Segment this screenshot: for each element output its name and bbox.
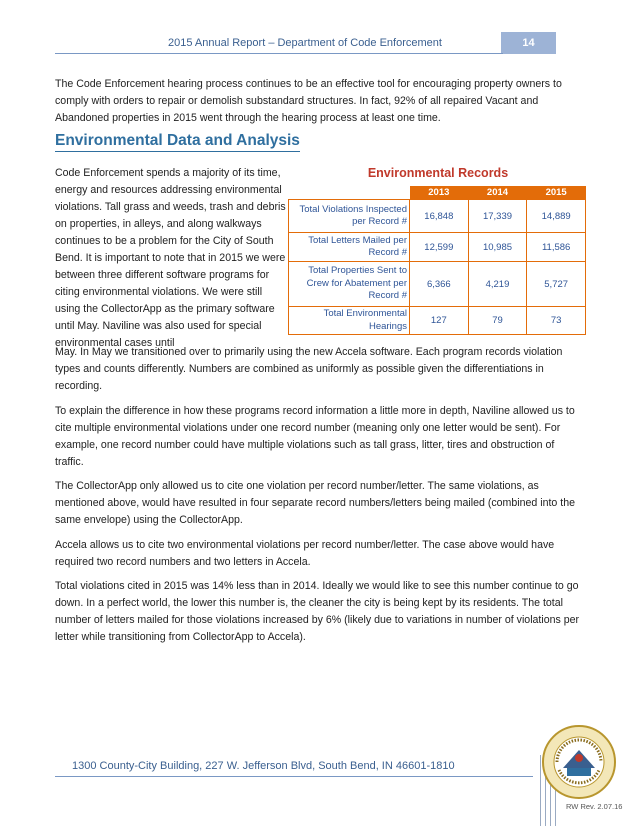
table-cell: 10,985 [468, 233, 527, 262]
row-label: Total Properties Sent to Crew for Abatement per Record # [289, 262, 410, 307]
table-row [289, 262, 586, 307]
table-cell: 79 [468, 307, 527, 335]
table-cell: 4,219 [468, 262, 527, 307]
row-label: Total Environmental Hearings [289, 307, 410, 335]
page-number-badge: 14 [501, 32, 556, 54]
table-row [289, 307, 586, 335]
table-row [289, 200, 586, 233]
year-header: 2013 [410, 186, 469, 200]
table-corner [289, 186, 410, 200]
table-cell: 17,339 [468, 200, 527, 233]
section-heading: Environmental Data and Analysis [55, 132, 300, 152]
city-seal-icon [541, 724, 617, 800]
section-body-wrapped: Code Enforcement spends a majority of its time, energy and resources addressing environmental violations. Tall grass and weeds, trash and debris on properties, in alleys, and along walkways continues to be a problem for the City of South Bend. It is important to note that in 2015 we were between three different software programs for citing environmental violations. We were still using the CollectorApp as the primary software until May. Naviline was also used for special environmental cases until [55, 167, 286, 349]
table-title: Environmental Records [367, 166, 509, 180]
header-divider [55, 53, 503, 54]
table-cell: 14,889 [527, 200, 586, 233]
table-cell: 127 [410, 307, 469, 335]
paragraph-collectorapp: The CollectorApp only allowed us to cite one violation per record number/letter. The same violations, as mentioned above, would have resulted in four separate record numbers/letters being mailed (combined into the same envelope) using the CollectorApp. [55, 480, 575, 526]
footer-address: 1300 County-City Building, 227 W. Jefferson Blvd, South Bend, IN 46601-1810 [72, 760, 455, 772]
table-row [289, 233, 586, 262]
year-header: 2014 [468, 186, 527, 200]
table-cell: 6,366 [410, 262, 469, 307]
intro-paragraph: The Code Enforcement hearing process continues to be an effective tool for encouraging property owners to comply with orders to repair or demolish substandard structures. In fact, 92% of all repaired Vacant and Abandoned properties in 2015 went through the hearing process at least one time. [55, 78, 562, 124]
footer-divider [55, 776, 533, 777]
paragraph-accela: Accela allows us to cite two environmental violations per record number/letter. The case above would have required two record numbers and two letters in Accela. [55, 539, 555, 568]
paragraph-totals: Total violations cited in 2015 was 14% less than in 2014. Ideally we would like to see this number continue to go down. In a perfect world, the lower this number is, the cleaner the city is being kept by its residents. The total number of letters mailed for those violations increased by 6% (likely due to variations in number of violations per letter while transitioning from CollectorApp to Accela). [55, 580, 580, 643]
table-cell: 11,586 [527, 233, 586, 262]
environmental-records-table [288, 186, 586, 335]
year-header: 2015 [527, 186, 586, 200]
row-label: Total Letters Mailed per Record # [289, 233, 410, 262]
row-label: Total Violations Inspected per Record # [289, 200, 410, 233]
paragraph-naviline: To explain the difference in how these programs record information a little more in depth, Naviline allowed us to cite multiple environmental violations under one record number (meaning only one letter would be sent). For example, one record number could have multiple violations such as tall grass, litter, tires and obstruction of traffic. [55, 405, 575, 468]
section-body-continued: May. In May we transitioned over to primarily using the new Accela software. Each program records violation types and counts differently. Numbers are combined as uniformly as possible given the differentiations in recording. [55, 346, 563, 392]
table-cell: 73 [527, 307, 586, 335]
table-cell: 5,727 [527, 262, 586, 307]
table-cell: 16,848 [410, 200, 469, 233]
table-cell: 12,599 [410, 233, 469, 262]
revision-note: RW Rev. 2.07.16 [566, 802, 623, 811]
header-title: 2015 Annual Report – Department of Code Enforcement [168, 37, 442, 49]
